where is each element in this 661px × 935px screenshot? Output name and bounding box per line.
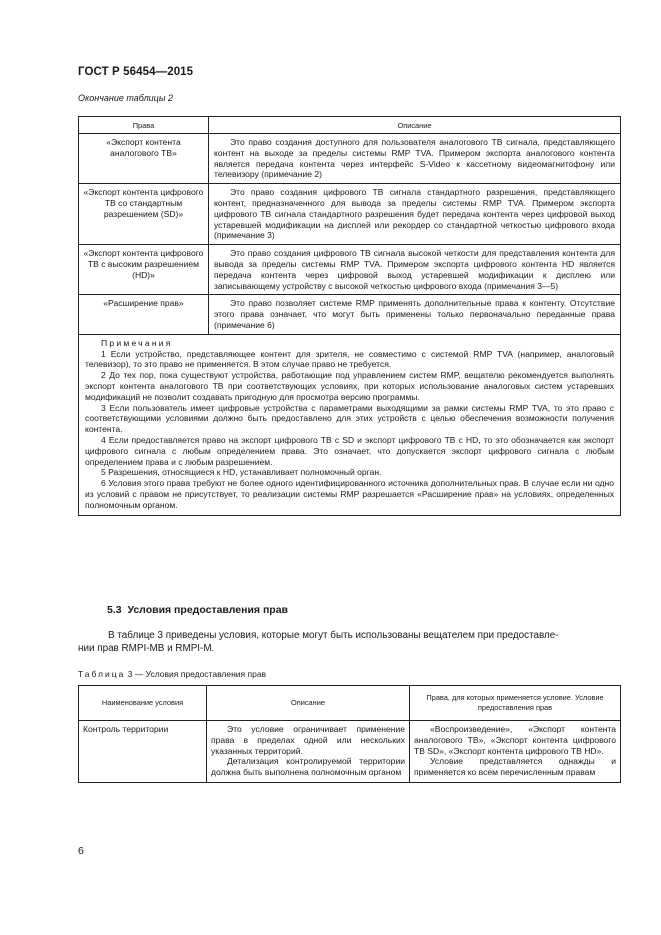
table-row: [79, 245, 621, 295]
column-header-description: Описание: [209, 117, 621, 134]
description-paragraph: Детализация контролируемой территории должна быть выполнена полномочным органом: [211, 756, 405, 778]
note-item: 4 Если предоставляется право на экспорт цифрового ТВ с SD и экспорт цифрового ТВ с HD, то это обозначается как экспорт цифрового сигнала с любым определением права. Это означает, что допускается экспорт цифрового сигнала с любым определением права и с любым разрешением.: [85, 434, 614, 467]
section-number: 5.3: [107, 604, 122, 616]
column-header-rights: Права: [79, 117, 209, 134]
section-paragraph: [78, 629, 620, 656]
note-item: 3 Если пользователь имеет цифровые устройства с параметрами выходящими за рамки системы RMP TVA, то это право с соответствующими условиями должно быть предоставлено для этих устройств с целью обеспечения возможности получения контента.: [85, 402, 614, 435]
table-caption-label: Таблица: [78, 669, 126, 679]
right-description-cell: Это право создания цифрового ТВ сигнала стандартного разрешения, представляющего контент, предназначенного для вывода за пределы системы RMP TVA. Примером экспорта цифрового ТВ сигнала стандартного разрешения будет передача контента через цифровой выход устаревшей модификации на дисплей или рекордер со стандартной четкостью цифрового входа (примечание 3): [209, 184, 621, 245]
column-header-description: Описание: [207, 686, 410, 721]
page-number: 6: [78, 845, 84, 857]
table-caption-title: 3 — Условия предоставления прав: [127, 669, 267, 679]
right-name-cell: «Экспорт контента цифрового ТВ с высоким разрешением (HD)»: [79, 245, 209, 295]
applicable-rights-cell: [410, 721, 621, 783]
table-header-row: [79, 686, 621, 721]
table-row: [79, 721, 621, 783]
description-paragraph: Это условие ограничивает применение права в пределах одной или нескольких указанных территорий.: [211, 724, 405, 756]
right-description-cell: Это право создания доступного для пользователя аналогового ТВ сигнала, представляющего контент на выходе за пределы системы RMP TVA. Примером экспорта аналогового контента является передача контента через интерфейс S-Video к кассетному видеомагнитофону или телевизору (примечание 2): [209, 134, 621, 184]
condition-description-cell: [207, 721, 410, 783]
notes-cell: [79, 334, 621, 515]
right-name-cell: «Экспорт контента цифрового ТВ со стандартным разрешением (SD)»: [79, 184, 209, 245]
table-continuation-label: Окончание таблицы 2: [78, 93, 173, 103]
rights-table: [78, 116, 621, 516]
section-heading: [107, 604, 288, 616]
right-name-cell: «Экспорт контента аналогового ТВ»: [79, 134, 209, 184]
condition-name-cell: Контроль территории: [79, 721, 207, 783]
table-header-row: [79, 117, 621, 134]
paragraph-line: нии прав RMPI-MB и RMPI-M.: [78, 643, 215, 655]
note-item: 6 Условия этого права требуют не более одного идентифицированного источника дополнительных прав. В случае если ни одно из условий с правом не присутствует, то реализации системы RMP разрешается «Расширение прав» на условиях, определенных полномочным органом.: [85, 478, 614, 510]
conditions-table: [78, 685, 621, 783]
rights-paragraph: «Воспроизведение», «Экспорт контента аналогового ТВ», «Экспорт контента цифрового ТВ SD», «Экспорт контента цифрового ТВ HD».: [414, 724, 616, 756]
table-caption: [78, 669, 266, 679]
rights-paragraph: Условие представляется однажды и применяется ко всем перечисленным правам: [414, 756, 616, 778]
paragraph-line: В таблице 3 приведены условия, которые могут быть использованы вещателем при предоставле-: [108, 630, 559, 641]
table-row: [79, 295, 621, 334]
section-title: Условия предоставления прав: [127, 604, 288, 616]
table-row: [79, 184, 621, 245]
column-header-applicable-rights: Права, для которых применяется условие. Условие предоставления прав: [410, 686, 621, 721]
document-header: ГОСТ Р 56454—2015: [78, 66, 194, 78]
table-row: [79, 134, 621, 184]
right-description-cell: Это право создания цифрового ТВ сигнала высокой четкости для представления контента для вывода за пределы системы RMP TVA. Примером экспорта цифрового контента HD является передача контента через цифровой выход устаревшей модификации к дисплею или записывающему устройству с высокой четкостью цифрового входа (примечания 3—5): [209, 245, 621, 295]
notes-title: Примечания: [101, 337, 173, 348]
note-item: 2 До тех пор, пока существуют устройства, работающие под управлением систем RMP, вещателю рекомендуется выполнять экспорт контента аналогового ТВ при соответствующих условиях, при которых использование аналоговых систем устаревших модификаций не позволит создавать пригодную для просмотра версию программы.: [85, 370, 614, 402]
right-name-cell: «Расширение прав»: [79, 295, 209, 334]
note-item: 1 Если устройство, представляющее контент для зрителя, не совместимо с системой RMP TVA (например, аналоговый телевизор), то это право не применяется. В этом случае право не требуется.: [85, 348, 614, 370]
note-item: 5 Разрешения, относящиеся к HD, устанавливает полномочный орган.: [101, 467, 382, 478]
right-description-cell: Это право позволяет системе RMP применять дополнительные права к контенту. Отсутствие этого права означает, что могут быть применены только первоначально переданные права (примечание 6): [209, 295, 621, 334]
column-header-condition: Наименование условия: [79, 686, 207, 721]
notes-row: [79, 334, 621, 515]
